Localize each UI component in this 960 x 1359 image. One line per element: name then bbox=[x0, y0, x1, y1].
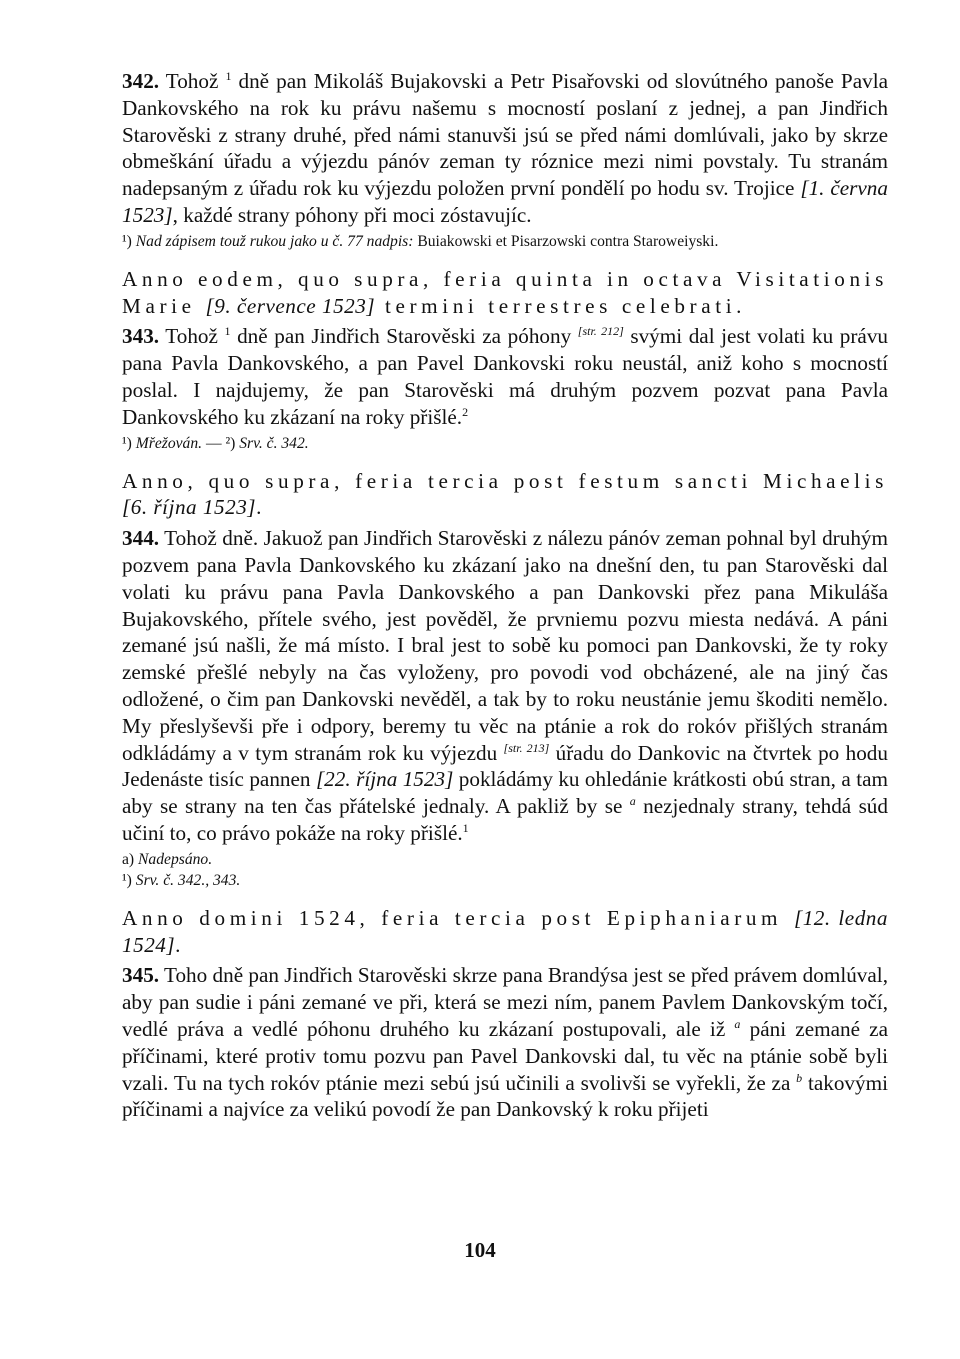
footnote-342: ¹) Nad zápisem touž rukou jako u č. 77 nadpis: Buiakowski et Pisarzowski contra Staroweiyski. bbox=[122, 232, 719, 250]
document-page bbox=[122, 68, 888, 1123]
date-bracket: [6. října 1523] bbox=[122, 495, 257, 520]
footnote-marker: a bbox=[629, 794, 636, 809]
footnote-marker: 1 bbox=[224, 324, 231, 339]
footnote-marker: 1 bbox=[462, 820, 469, 835]
entry-345: 345. Toho dně pan Jindřich Starověski skrze pana Brandýsa jest se před právem domlúval, aby pan sudie i páni zemané ve při, která se mezi ním, panem Pavlem Dankovským točí, vedlé práva a vedlé póhonu druhého ku zkázaní postupovali, ale iž $^a$ páni zemané za příčinami, které protiv tomu pozvu pan Pavel Dankovski dal, tu věc na ptánie sobě byli vzali. Tu na tych rokóv ptánie mezi sebú jsú učinili a svolivši se vyřekli, že za $^b$ takovými příčinami a najvíce za velikú povodí že pan Dankovský k roku přijeti bbox=[122, 963, 888, 1122]
entry-343: 343. Tohož $^1$ dně pan Jindřich Starověski za póhony [str. 212] svými dal jest volati ku právu pana Pavla Dankovského, a pan Pavel Dankovski roku neustál, aniž koho s mocností poslal. I najdujemy, že pan Starověski má druhým pozvem pozvat pana Pavla Dankovského ku zkázaní na roky přišlé.$^2$ bbox=[122, 324, 889, 429]
date-bracket: [1. června 1523] bbox=[122, 176, 888, 227]
footnote-marker: 1 bbox=[225, 68, 232, 83]
date-bracket: [9. července 1523] bbox=[205, 293, 376, 318]
entry-number: 342. bbox=[122, 69, 160, 93]
date-bracket: [12. ledna 1524] bbox=[122, 905, 888, 957]
date-bracket: [22. října 1523] bbox=[315, 767, 454, 792]
entry-number: 345. bbox=[122, 963, 160, 988]
section-heading-2: Anno, quo supra, feria tercia post festum sancti Michaelis [6. října 1523]. bbox=[122, 468, 888, 520]
section-heading-1: Anno eodem, quo supra, feria quinta in octava Visitationis Marie [9. července 1523] termini terrestres celebrati. bbox=[122, 266, 888, 318]
footnote-marker: a bbox=[734, 1016, 741, 1031]
page-number: 104 bbox=[464, 1238, 496, 1262]
entry-number: 343. bbox=[122, 324, 160, 349]
footnote-343: ¹) Mřežován. — ²) Srv. č. 342. bbox=[122, 434, 309, 452]
section-heading-3: Anno domini 1524, feria tercia post Epiphaniarum [12. ledna 1524]. bbox=[122, 905, 888, 957]
footnote-344a: a) Nadepsáno. bbox=[122, 850, 213, 868]
page-reference: [str. 212] bbox=[577, 324, 624, 339]
entry-344: 344. Tohož dně. Jakuož pan Jindřich Starověski z nálezu pánóv zeman pohnal byl druhým pozvem pana Pavla Dankovského ku zkázaní jako na dnešní den, tu pan Starověski dal volati ku právu pana Pavla Dankovského a pan Dankovski přez pana Mikuláša Bujakovského, přítele svého, jest pověděl, že prvniemu pozvu miesta nedává. A páni zemané jsú našli, že má místo. I bral jest to sobě ku pomoci pan Dankovski, že ty roky zemské přešlé nebyly na čas vyloženy, pro povodi vod obcházené, ale na jiný čas odložené, o čim pan Dankovski nevěděl, a tak by to roku neustánie jemu škoditi nemělo. My přeslyševši pře i odpory, beremy tu věc na ptánie a rok do rokóv přišlých stranám odkládámy a v tym stranám rok ku výjezdu [str. 213] úřadu do Dankovic na čtvrtek po hodu Jedenáste tisíc pannen [22. října 1523] pokládámy ku ohledánie krátkosti obú stran, a tam aby se strany na ten čas přátelské jednaly. A pakliž by se $^a$ nezjednaly strany, tehdá súd učiní to, co právo pokáže na roky přišlé.$^1$ bbox=[122, 526, 888, 845]
entry-342: 342. Tohož $^1$ dně pan Mikoláš Bujakovski a Petr Pisařovski od slovútného panoše Pavla Dankovského na rok ku právu našemu s mocností poslaní z jednej, a pan Jindřich Starověski z strany druhé, před námi stanuvši jsú se před námi domlúvali, jako by skrze obmeškání úřadu a výjezdu pánóv zeman ty róznice mezi nimi povstaly. Tu stranám nadepsaným z úřadu rok ku výjezdu položen první pondělí po hodu sv. Trojice [1. června 1523], každé strany póhony při moci zóstavujíc. bbox=[122, 68, 888, 227]
footnote-marker: 2 bbox=[462, 404, 469, 419]
footnote-344-1: ¹) Srv. č. 342., 343. bbox=[122, 871, 241, 889]
entry-number: 344. bbox=[122, 526, 160, 551]
footnote-marker: b bbox=[796, 1070, 803, 1085]
page-reference: [str. 213] bbox=[503, 740, 550, 755]
